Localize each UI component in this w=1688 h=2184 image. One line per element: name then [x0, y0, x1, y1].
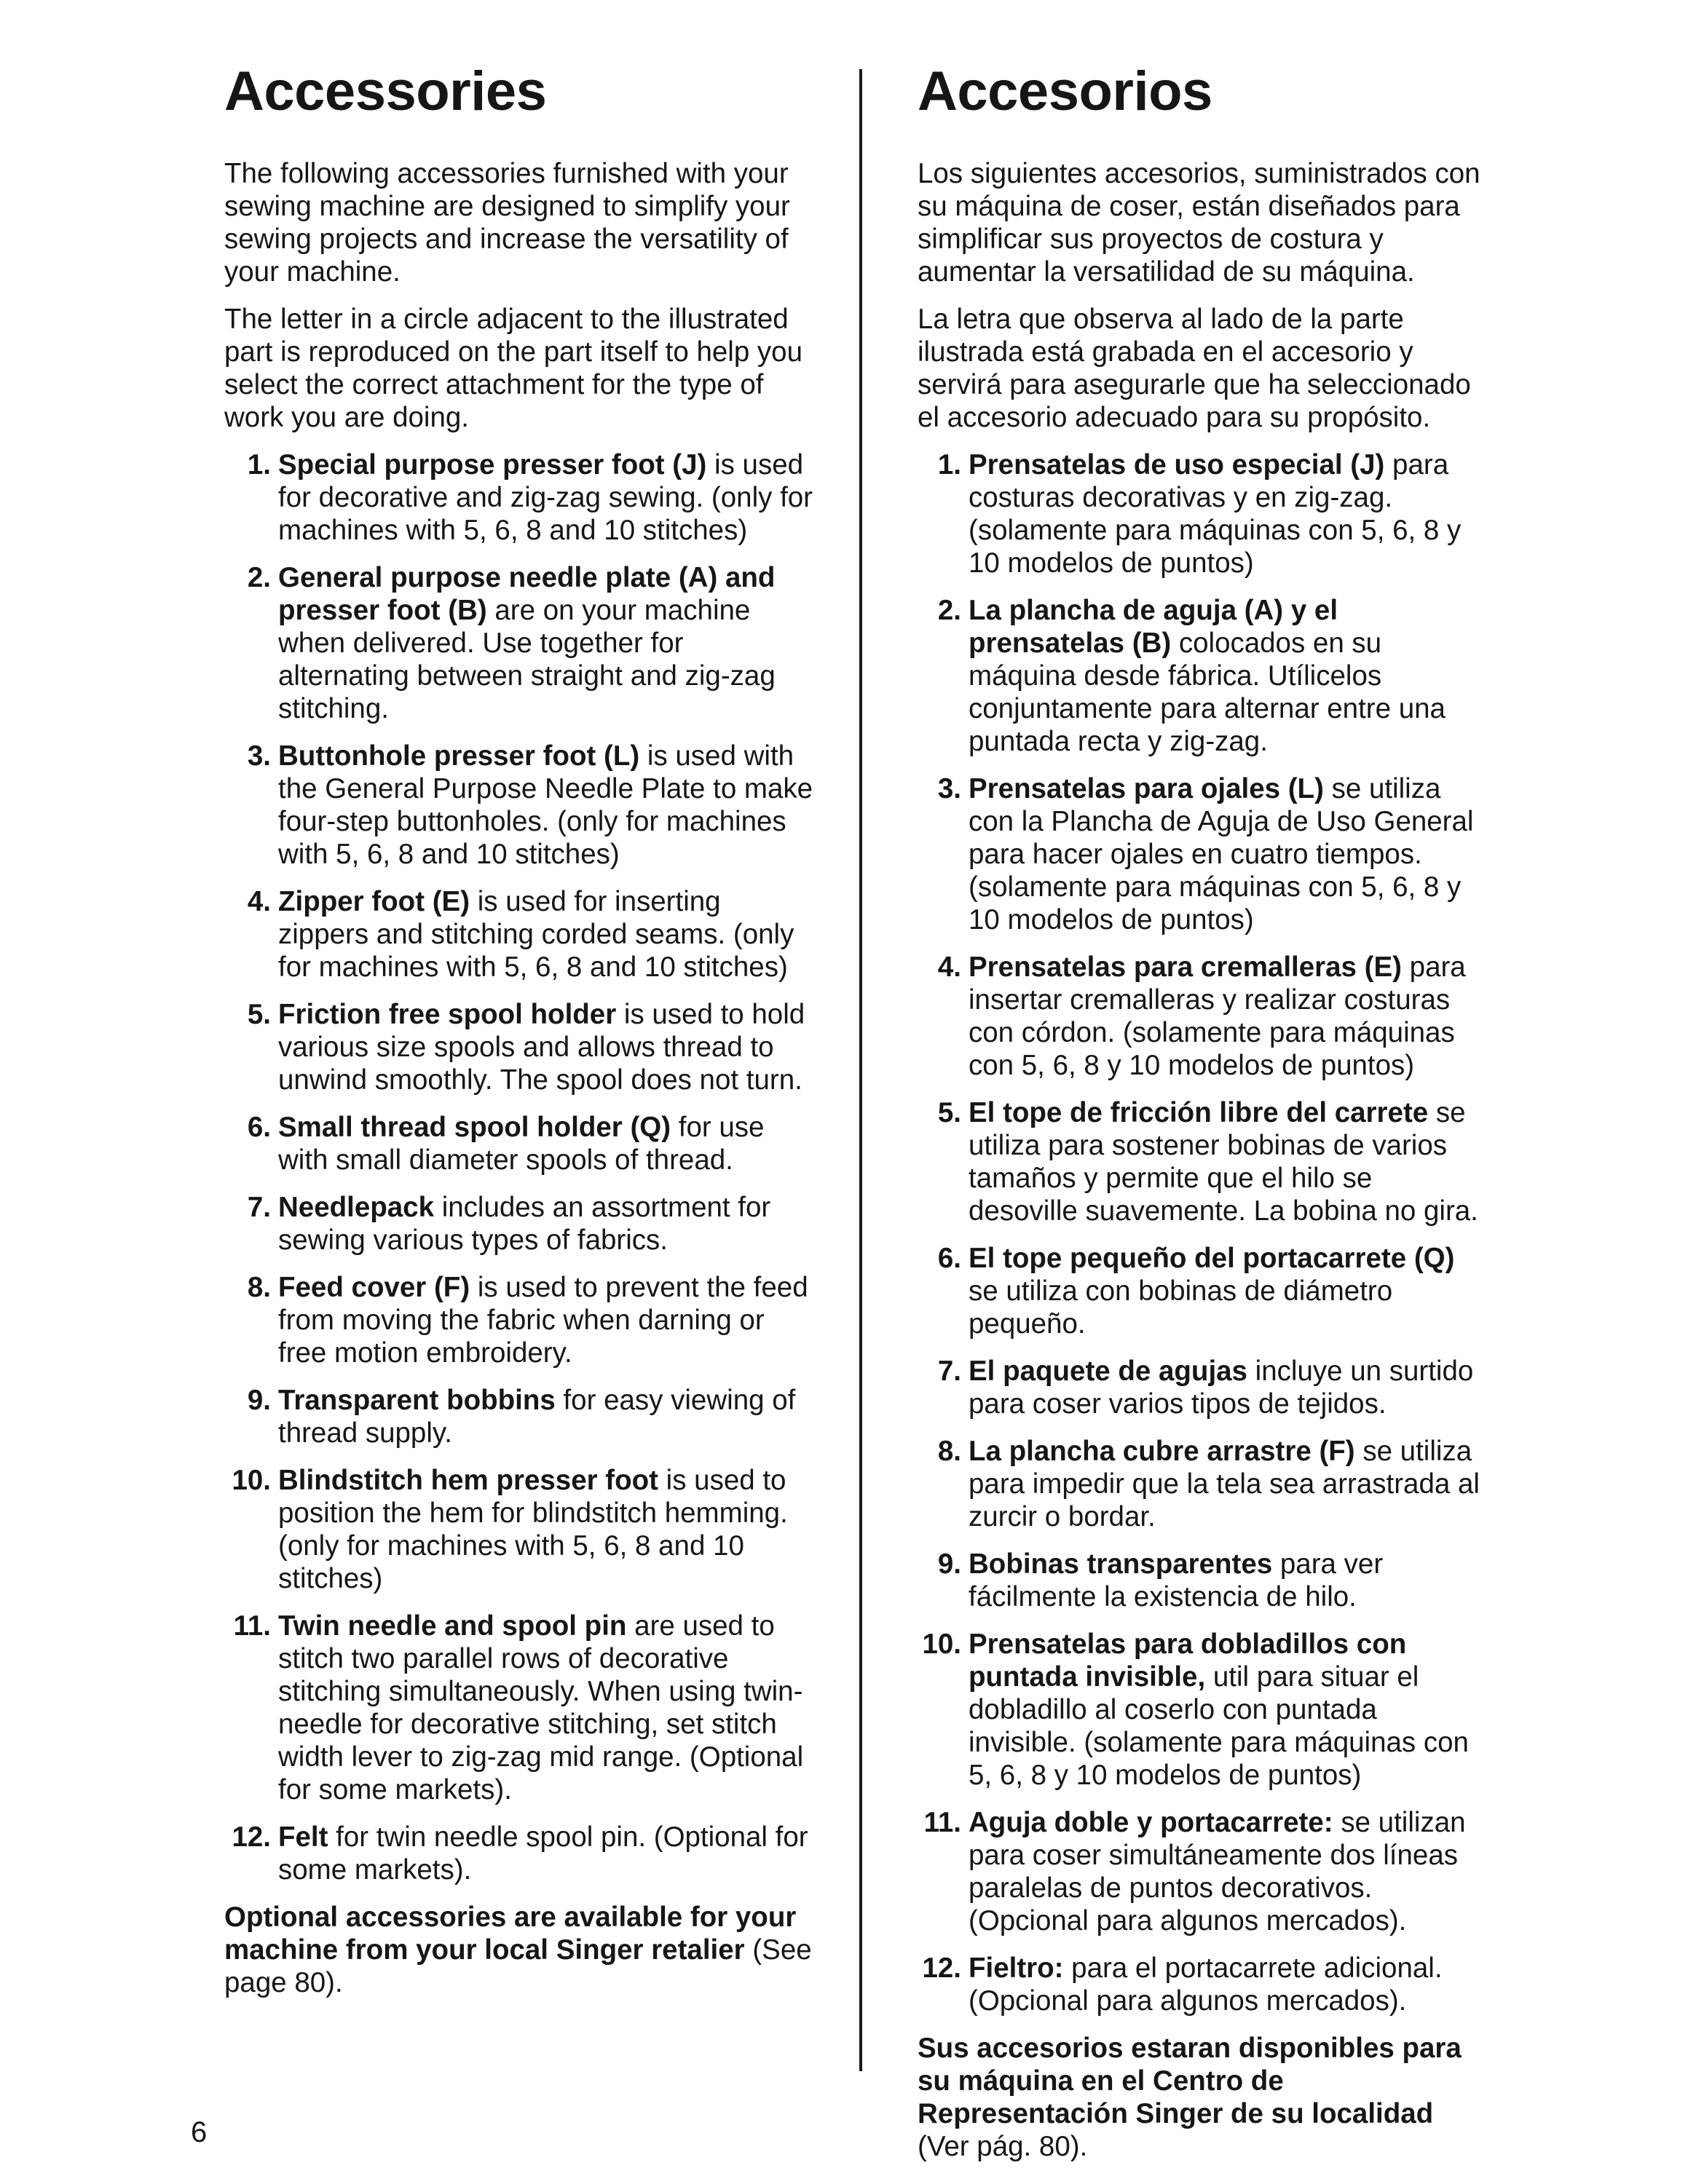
list-item [918, 448, 1486, 579]
item-number: 12. [922, 1952, 961, 1984]
item-description: se utiliza para impedir que la tela sea arrastrada al zurcir o bordar. [969, 1436, 1480, 1532]
item-text [278, 1384, 814, 1449]
item-name: El tope pequeño del portacarrete (Q) [969, 1243, 1455, 1274]
item-text [969, 772, 1486, 936]
item-name: Special purpose presser foot (J) [278, 449, 707, 480]
item-text [969, 1435, 1486, 1533]
item-name: Fieltro: [969, 1952, 1064, 1984]
item-number: 1. [247, 449, 271, 480]
list-item [224, 740, 814, 871]
list-item [224, 885, 814, 984]
item-name: Small thread spool holder (Q) [278, 1112, 671, 1143]
item-number: 3. [247, 740, 271, 772]
list-item [918, 594, 1486, 758]
spanish-closing-note [918, 2032, 1486, 2163]
item-number: 11. [923, 1807, 961, 1838]
item-name: Prensatelas para ojales (L) [969, 773, 1324, 804]
item-number: 2. [247, 562, 271, 593]
item-text [278, 1191, 814, 1257]
list-item [224, 1111, 814, 1176]
item-text [278, 740, 814, 871]
list-item [918, 951, 1486, 1082]
item-description: para ver fácilmente la existencia de hilo. [969, 1548, 1384, 1613]
item-description: se utiliza con bobinas de diámetro pequeño. [969, 1275, 1393, 1340]
list-item [224, 1464, 814, 1595]
item-number: 9. [247, 1385, 271, 1416]
english-intro-paragraph-1: The following accessories furnished with your sewing machine are designed to simplify your sewing projects and increase the versatility of your machine. [224, 158, 790, 288]
item-text [969, 1806, 1486, 1937]
item-description: para insertar cremalleras y realizar costuras con córdon. (solamente para máquinas con 5, 6, 8 y 10 modelos de puntos) [969, 951, 1466, 1081]
item-description: colocados en su máquina desde fábrica. Utílicelos conjuntamente para alternar entre una puntada recta y zig-zag. [969, 628, 1446, 757]
page-number: 6 [191, 2116, 208, 2148]
item-name: Felt [278, 1821, 328, 1853]
item-number: 10. [232, 1465, 271, 1496]
item-number: 12. [232, 1821, 271, 1853]
spanish-title: Accesorios [918, 60, 1212, 122]
item-text [278, 1111, 814, 1176]
item-name: Prensatelas para dobladillos con puntada invisible, [969, 1629, 1407, 1693]
item-name: El tope de fricción libre del carrete [969, 1097, 1429, 1128]
item-number: 2. [937, 595, 961, 626]
list-item [224, 1610, 814, 1806]
closing-page-reference: (Ver pág. 80). [918, 2131, 1088, 2162]
list-item [918, 1355, 1486, 1420]
item-name: Friction free spool holder [278, 999, 617, 1030]
english-title: Accessories [224, 60, 547, 122]
item-name: Zipper foot (E) [278, 886, 470, 917]
item-name: Prensatelas de uso especial (J) [969, 449, 1385, 480]
item-description: are on your machine when delivered. Use together for alternating between straight and zig-zag stitching. [278, 595, 776, 724]
column-divider [859, 69, 862, 2071]
item-number: 8. [247, 1272, 271, 1303]
item-text [278, 1271, 814, 1369]
list-item [918, 1628, 1486, 1792]
spanish-column [918, 60, 1486, 2177]
list-item [224, 1191, 814, 1257]
item-number: 9. [937, 1548, 961, 1580]
item-name: Bobinas transparentes [969, 1548, 1273, 1580]
list-item [224, 561, 814, 725]
item-number: 11. [233, 1610, 271, 1642]
item-name: La plancha cubre arrastre (F) [969, 1436, 1355, 1467]
item-number: 6. [937, 1243, 961, 1274]
spanish-intro-paragraph-2: La letra que observa al lado de la parte ilustrada está grabada en el accesorio y servirá para asegurarle que ha seleccionado el accesorio adecuado para su propósito. [918, 304, 1471, 433]
item-text [969, 1355, 1486, 1420]
item-name: El paquete de agujas [969, 1356, 1247, 1387]
english-column [224, 60, 814, 2014]
item-description: para costuras decorativas y en zig-zag. (solamente para máquinas con 5, 6, 8 y 10 modelos de puntos) [969, 449, 1462, 579]
closing-page-reference: (See page 80). [224, 1934, 812, 1998]
item-name: Needlepack [278, 1192, 435, 1223]
item-number: 8. [937, 1436, 961, 1467]
item-description: for twin needle spool pin. (Optional for some markets). [278, 1821, 808, 1886]
list-item [918, 1242, 1486, 1340]
list-item [224, 448, 814, 547]
spanish-accessory-list [918, 448, 1486, 2017]
list-item [918, 772, 1486, 936]
item-name: Buttonhole presser foot (L) [278, 740, 640, 772]
item-description: util para situar el dobladillo al coserlo con puntada invisible. (solamente para máquinas con 5, 6, 8 y 10 modelos de puntos) [969, 1661, 1469, 1791]
list-item [918, 1806, 1486, 1937]
list-item [918, 1952, 1486, 2017]
item-name: Transparent bobbins [278, 1385, 556, 1416]
list-item [224, 1271, 814, 1369]
item-text [278, 448, 814, 547]
item-text [278, 998, 814, 1096]
item-number: 7. [937, 1356, 961, 1387]
list-item [224, 1384, 814, 1449]
list-item [224, 1821, 814, 1886]
item-number: 5. [247, 999, 271, 1030]
item-name: Prensatelas para cremalleras (E) [969, 951, 1402, 983]
item-description: is used for decorative and zig-zag sewing. (only for machines with 5, 6, 8 and 10 stitches) [278, 449, 813, 546]
english-closing-note [224, 1901, 814, 1999]
item-description: is used for inserting zippers and stitching corded seams. (only for machines with 5, 6, 8 and 10 stitches) [278, 886, 794, 983]
item-description: is used to prevent the feed from moving the fabric when darning or free motion embroidery. [278, 1272, 808, 1369]
item-text [969, 448, 1486, 579]
item-description: are used to stitch two parallel rows of decorative stitching simultaneously. When using twin-needle for decorative stitching, set stitch width lever to zig-zag mid range. (Optional for some markets). [278, 1610, 804, 1805]
item-text [278, 885, 814, 984]
list-item [224, 998, 814, 1096]
item-name: Feed cover (F) [278, 1272, 470, 1303]
item-number: 6. [247, 1112, 271, 1143]
list-item [918, 1548, 1486, 1613]
item-name: General purpose needle plate (A) and presser foot (B) [278, 562, 776, 626]
item-description: includes an assortment for sewing various types of fabrics. [278, 1192, 771, 1256]
closing-bold-text: Sus accesorios estaran disponibles para su máquina en el Centro de Representación Singer de su localidad [918, 2033, 1462, 2129]
item-description: is used with the General Purpose Needle Plate to make four-step buttonholes. (only for machines with 5, 6, 8 and 10 stitches) [278, 740, 813, 870]
item-text [969, 1548, 1486, 1613]
item-number: 10. [922, 1629, 961, 1660]
item-number: 4. [247, 886, 271, 917]
english-accessory-list [224, 448, 814, 1886]
item-name: Blindstitch hem presser foot [278, 1465, 658, 1496]
item-text [278, 1464, 814, 1595]
english-intro-paragraph-2: The letter in a circle adjacent to the illustrated part is reproduced on the part itself to help you select the correct attachment for the type of work you are doing. [224, 304, 803, 433]
item-name: Aguja doble y portacarrete: [969, 1807, 1333, 1838]
item-text [969, 1096, 1486, 1227]
closing-bold-text: Optional accessories are available for your machine from your local Singer retalier [224, 1902, 797, 1966]
item-description: incluye un surtido para coser varios tipos de tejidos. [969, 1356, 1474, 1420]
item-description: for easy viewing of thread supply. [278, 1385, 796, 1449]
item-text [969, 1628, 1486, 1792]
item-number: 7. [247, 1192, 271, 1223]
item-description: is used to position the hem for blindstitch hemming. (only for machines with 5, 6, 8 and 10 stitches) [278, 1465, 788, 1594]
item-description: for use with small diameter spools of thread. [278, 1112, 765, 1176]
item-text [969, 951, 1486, 1082]
item-description: se utilizan para coser simultáneamente dos líneas paralelas de puntos decorativos. (Opcional para algunos mercados). [969, 1807, 1466, 1936]
item-description: se utiliza con la Plancha de Aguja de Uso General para hacer ojales en cuatro tiempos. (solamente para máquinas con 5, 6, 8 y 10 modelos de puntos) [969, 773, 1474, 935]
item-text [278, 1610, 814, 1806]
item-text [278, 561, 814, 725]
item-number: 4. [937, 951, 961, 983]
list-item [918, 1096, 1486, 1227]
list-item [918, 1435, 1486, 1533]
item-text [969, 1242, 1486, 1340]
item-description: is used to hold various size spools and allows thread to unwind smoothly. The spool does not turn. [278, 999, 805, 1096]
item-description: se utiliza para sostener bobinas de varios tamaños y permite que el hilo se desoville suavemente. La bobina no gira. [969, 1097, 1478, 1227]
item-number: 5. [937, 1097, 961, 1128]
item-number: 1. [937, 449, 961, 480]
item-name: La plancha de aguja (A) y el prensatelas (B) [969, 595, 1338, 659]
item-text [278, 1821, 814, 1886]
item-name: Twin needle and spool pin [278, 1610, 627, 1642]
item-text [969, 1952, 1486, 2017]
item-text [969, 594, 1486, 758]
spanish-intro-paragraph-1: Los siguientes accesorios, suministrados con su máquina de coser, están diseñados para simplificar sus proyectos de costura y aumentar la versatilidad de su máquina. [918, 158, 1480, 288]
item-number: 3. [937, 773, 961, 804]
item-description: para el portacarrete adicional. (Opcional para algunos mercados). [969, 1952, 1443, 2017]
